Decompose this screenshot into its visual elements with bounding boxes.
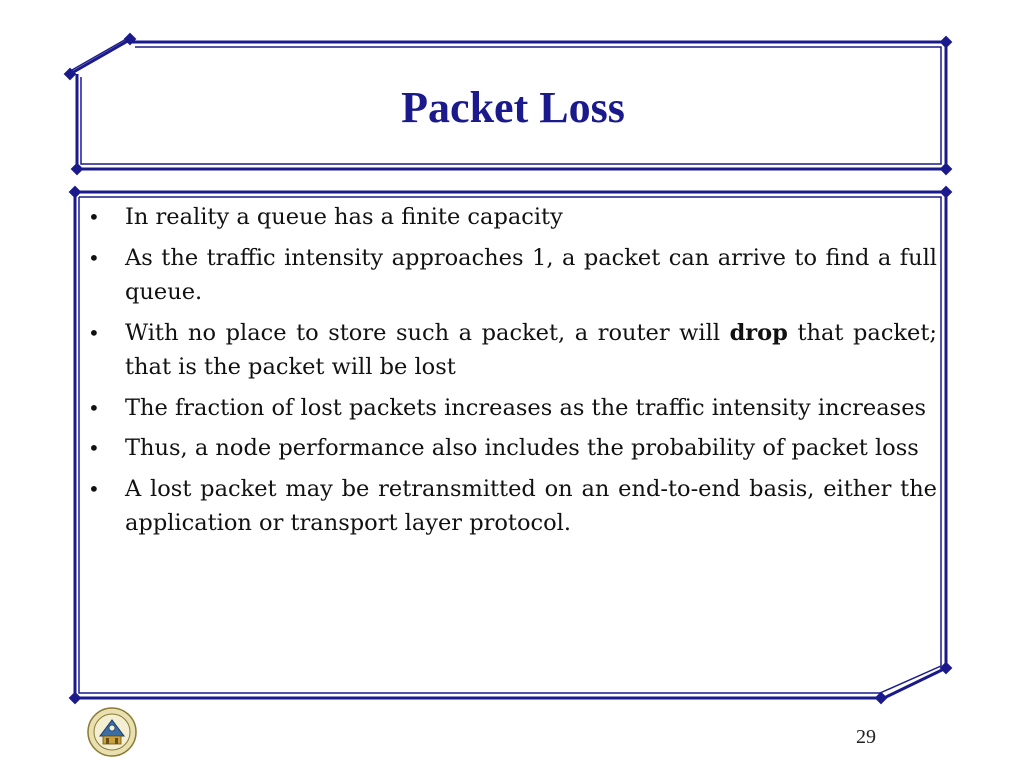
page-number: 29: [856, 726, 876, 748]
bullet-text: The fraction of lost packets increases as the traffic intensity increases: [125, 394, 927, 421]
bullet-item: [84, 200, 937, 235]
bullet-marker: •: [88, 205, 100, 229]
bullet-text: Thus, a node performance also includes the probability of packet loss: [125, 435, 919, 461]
bullet-text: In reality a queue has a finite capacity: [125, 204, 563, 230]
bullet-marker: •: [88, 476, 100, 501]
bullet-item: [84, 431, 937, 466]
bullet-marker: •: [88, 245, 100, 270]
bullet-item: [84, 241, 937, 310]
bullet-marker: •: [88, 320, 100, 345]
bullet-marker: •: [88, 395, 100, 420]
bullet-text: With no place to store such a packet, a router will: [125, 319, 730, 346]
bullet-bold-term: drop: [729, 319, 788, 346]
slide-title: Packet Loss: [401, 83, 625, 132]
bullet-text: As the traffic intensity approaches 1, a packet can arrive to find a full queue.: [125, 244, 937, 305]
bullet-item: [84, 391, 937, 426]
university-seal-icon: [86, 706, 138, 758]
bullet-text-continued: that packet; that is the packet will be lost: [125, 319, 937, 380]
bullet-text: A lost packet may be retransmitted on an end-to-end basis, either the application or transport layer protocol.: [125, 475, 937, 536]
bullet-marker: •: [88, 436, 100, 460]
bullet-item: [84, 316, 937, 385]
bullet-list: [84, 200, 937, 547]
bullet-item: [84, 472, 937, 541]
